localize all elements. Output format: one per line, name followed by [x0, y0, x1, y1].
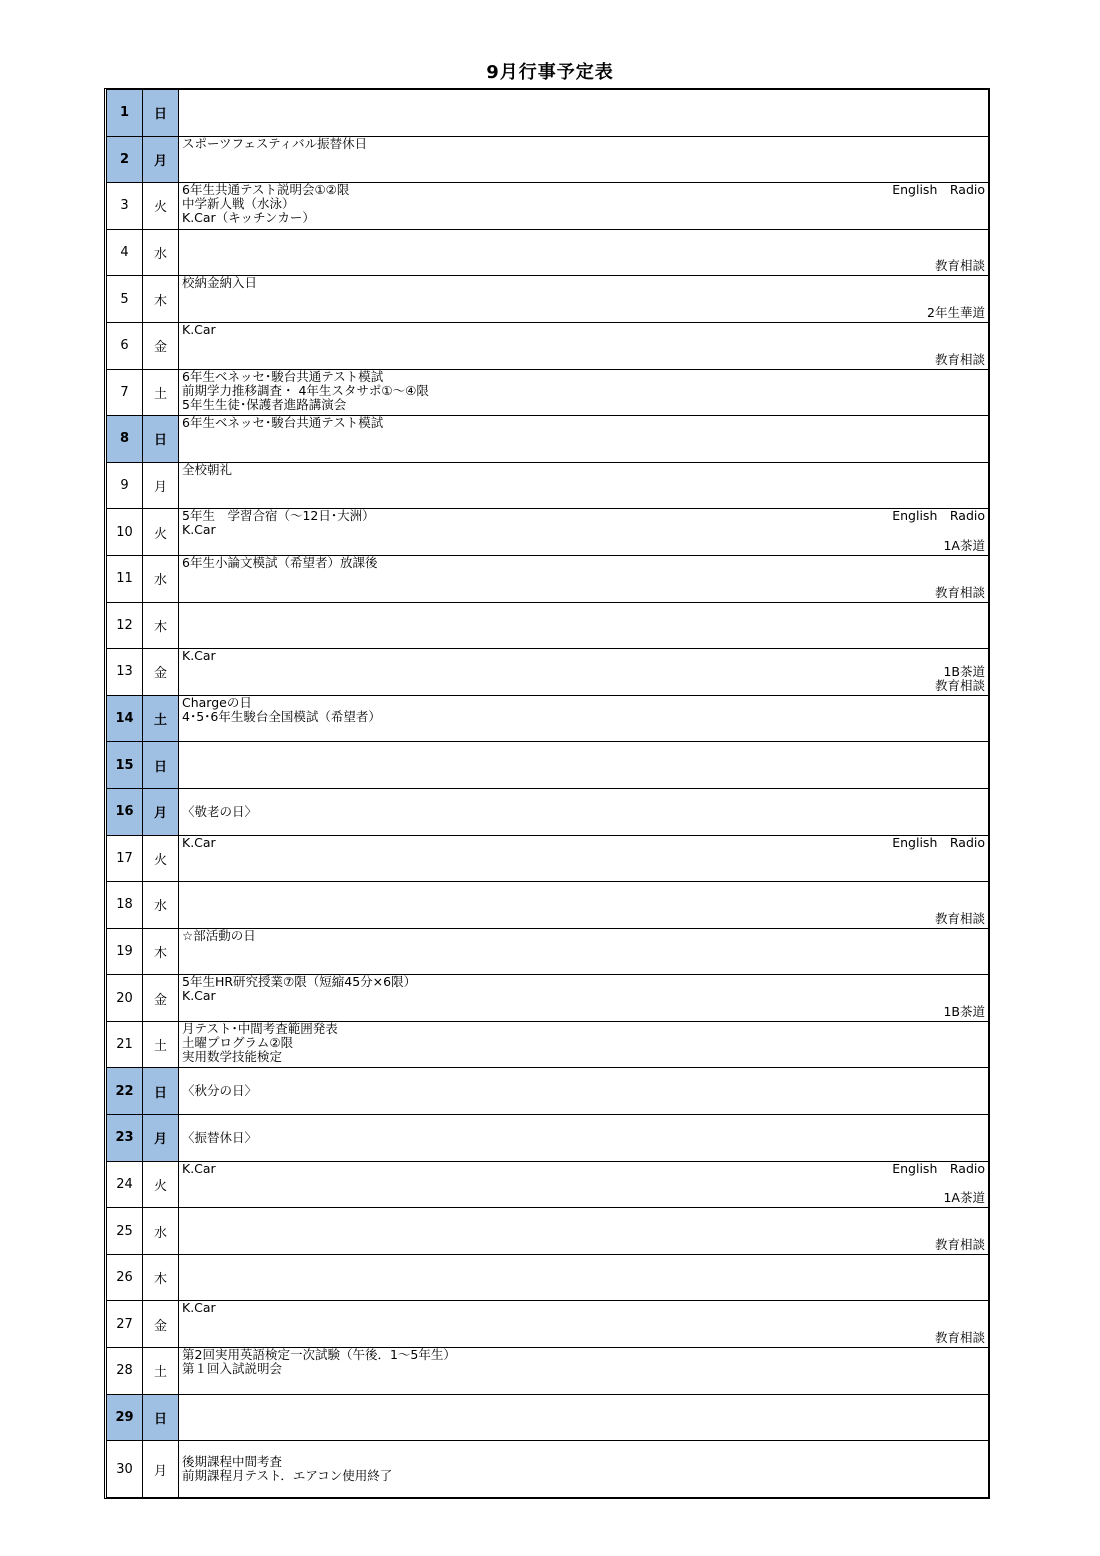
day-number: 2 — [107, 137, 143, 183]
events-cell — [179, 1162, 988, 1208]
event-text: 5年生HR研究授業⑦限（短縮45分×6限） — [182, 974, 417, 990]
day-number: 19 — [107, 929, 143, 975]
day-number: 9 — [107, 463, 143, 509]
schedule-row — [107, 1301, 988, 1348]
event-text: 〈振替休日〉 — [182, 1129, 258, 1145]
schedule-row — [107, 276, 988, 323]
schedule-row — [107, 509, 988, 556]
weekday: 日 — [143, 742, 179, 788]
events-cell — [179, 90, 988, 136]
weekday: 火 — [143, 509, 179, 555]
schedule-row — [107, 463, 988, 510]
event-text: 5年生 学習合宿（～12日･大洲） — [182, 508, 375, 524]
activity-note: 教育相談 — [934, 1236, 985, 1252]
event-text: 中学新人戦（水泳） — [182, 196, 295, 212]
schedule-row — [107, 1068, 988, 1115]
events-cell — [179, 183, 988, 229]
weekday: 日 — [143, 1068, 179, 1114]
events-cell — [179, 975, 988, 1021]
event-text: 5年生生徒･保護者進路講演会 — [182, 396, 347, 412]
day-number: 24 — [107, 1162, 143, 1208]
day-number: 28 — [107, 1348, 143, 1394]
events-cell — [179, 509, 988, 555]
schedule-row — [107, 183, 988, 230]
events-cell — [179, 463, 988, 509]
day-number: 16 — [107, 789, 143, 835]
event-text: 4･5･6年生駿台全国模試（希望者） — [182, 708, 381, 724]
event-text: 土曜プログラム②限 — [182, 1034, 294, 1050]
schedule-row — [107, 882, 988, 929]
schedule-table — [104, 88, 990, 1499]
events-cell — [179, 696, 988, 742]
events-cell — [179, 929, 988, 975]
day-number: 30 — [107, 1441, 143, 1497]
events-cell — [179, 882, 988, 928]
program-note: English Radio — [892, 834, 985, 850]
schedule-row — [107, 556, 988, 603]
schedule-row — [107, 137, 988, 184]
schedule-row — [107, 323, 988, 370]
day-number: 6 — [107, 323, 143, 369]
activity-note: 教育相談 — [934, 1330, 985, 1346]
schedule-row — [107, 90, 988, 137]
events-cell — [179, 1348, 988, 1394]
event-text: 6年生ベネッセ･駿台共通テスト模試 — [182, 368, 384, 384]
day-number: 10 — [107, 509, 143, 555]
events-cell — [179, 370, 988, 416]
schedule-row — [107, 1255, 988, 1302]
weekday: 土 — [143, 370, 179, 416]
day-number: 5 — [107, 276, 143, 322]
weekday: 月 — [143, 463, 179, 509]
day-number: 14 — [107, 696, 143, 742]
events-cell — [179, 1255, 988, 1301]
schedule-row — [107, 1022, 988, 1069]
day-number: 12 — [107, 603, 143, 649]
weekday: 土 — [143, 696, 179, 742]
events-cell — [179, 1068, 988, 1114]
weekday: 木 — [143, 929, 179, 975]
weekday: 火 — [143, 1162, 179, 1208]
activity-note: 教育相談 — [934, 677, 985, 693]
weekday: 火 — [143, 183, 179, 229]
activity-note: 2年生華道 — [927, 304, 985, 320]
schedule-row — [107, 649, 988, 696]
weekday: 火 — [143, 836, 179, 882]
activity-note: 教育相談 — [934, 584, 985, 600]
event-text: K.Car — [182, 988, 216, 1004]
event-text: 6年生共通テスト説明会①②限 — [182, 182, 350, 198]
schedule-row — [107, 975, 988, 1022]
schedule-row — [107, 1441, 988, 1497]
schedule-row — [107, 1208, 988, 1255]
weekday: 木 — [143, 1255, 179, 1301]
schedule-row — [107, 370, 988, 417]
weekday: 水 — [143, 556, 179, 602]
events-cell — [179, 789, 988, 835]
schedule-row — [107, 1395, 988, 1442]
events-cell — [179, 1441, 988, 1497]
day-number: 25 — [107, 1208, 143, 1254]
weekday: 日 — [143, 90, 179, 136]
events-cell — [179, 742, 988, 788]
event-text: K.Car（キッチンカー） — [182, 210, 315, 226]
schedule-row — [107, 742, 988, 789]
schedule-row — [107, 789, 988, 836]
events-cell — [179, 323, 988, 369]
weekday: 月 — [143, 1441, 179, 1497]
events-cell — [179, 1208, 988, 1254]
schedule-row — [107, 929, 988, 976]
event-text: 後期課程中間考査 — [182, 1454, 283, 1470]
event-text: 6年生ベネッセ･駿台共通テスト模試 — [182, 415, 384, 431]
day-number: 4 — [107, 230, 143, 276]
events-cell — [179, 649, 988, 695]
program-note: English Radio — [892, 182, 985, 198]
day-number: 17 — [107, 836, 143, 882]
schedule-row — [107, 603, 988, 650]
event-text: 〈敬老の日〉 — [182, 803, 258, 819]
day-number: 21 — [107, 1022, 143, 1068]
weekday: 金 — [143, 323, 179, 369]
event-text: スポーツフェスティバル振替休日 — [182, 135, 368, 151]
event-text: ☆部活動の日 — [182, 927, 256, 943]
events-cell — [179, 603, 988, 649]
event-text: 全校朝礼 — [182, 461, 233, 477]
event-text: 第2回実用英語検定一次試験（午後．1～5年生） — [182, 1347, 456, 1363]
program-note: English Radio — [892, 1160, 985, 1176]
event-text: 校納金納入日 — [182, 275, 258, 291]
day-number: 11 — [107, 556, 143, 602]
day-number: 3 — [107, 183, 143, 229]
weekday: 金 — [143, 975, 179, 1021]
event-text: 6年生小論文模試（希望者）放課後 — [182, 554, 378, 570]
schedule-row — [107, 836, 988, 883]
day-number: 20 — [107, 975, 143, 1021]
weekday: 日 — [143, 1395, 179, 1441]
activity-note: 1B茶道 — [943, 1003, 985, 1019]
events-cell — [179, 556, 988, 602]
weekday: 日 — [143, 416, 179, 462]
activity-note: 教育相談 — [934, 258, 985, 274]
event-text: 月テスト･中間考査範囲発表 — [182, 1020, 338, 1036]
schedule-row — [107, 1348, 988, 1395]
events-cell — [179, 1395, 988, 1441]
event-text: 〈秋分の日〉 — [182, 1083, 258, 1099]
event-text: 実用数学技能検定 — [182, 1048, 283, 1064]
events-cell — [179, 137, 988, 183]
event-text: 第１回入試説明会 — [182, 1361, 283, 1377]
day-number: 26 — [107, 1255, 143, 1301]
day-number: 1 — [107, 90, 143, 136]
weekday: 土 — [143, 1022, 179, 1068]
weekday: 水 — [143, 1208, 179, 1254]
event-text: K.Car — [182, 321, 216, 337]
day-number: 8 — [107, 416, 143, 462]
day-number: 15 — [107, 742, 143, 788]
schedule-row — [107, 1162, 988, 1209]
day-number: 7 — [107, 370, 143, 416]
event-text: K.Car — [182, 1160, 216, 1176]
event-text: K.Car — [182, 522, 216, 538]
event-text: 前期学力推移調査・ 4年生スタサポ①～④限 — [182, 382, 429, 398]
activity-note: 教育相談 — [934, 351, 985, 367]
schedule-row — [107, 1115, 988, 1162]
events-cell — [179, 1301, 988, 1347]
schedule-row — [107, 696, 988, 743]
day-number: 27 — [107, 1301, 143, 1347]
day-number: 29 — [107, 1395, 143, 1441]
schedule-row — [107, 416, 988, 463]
program-note: English Radio — [892, 508, 985, 524]
weekday: 金 — [143, 649, 179, 695]
weekday: 月 — [143, 1115, 179, 1161]
activity-note: 1A茶道 — [943, 537, 985, 553]
day-number: 22 — [107, 1068, 143, 1114]
day-number: 13 — [107, 649, 143, 695]
event-text: K.Car — [182, 834, 216, 850]
day-number: 18 — [107, 882, 143, 928]
day-number: 23 — [107, 1115, 143, 1161]
events-cell — [179, 1115, 988, 1161]
events-cell — [179, 1022, 988, 1068]
weekday: 月 — [143, 137, 179, 183]
weekday: 木 — [143, 276, 179, 322]
event-text: K.Car — [182, 1300, 216, 1316]
events-cell — [179, 836, 988, 882]
page-title: 9月行事予定表 — [486, 62, 614, 83]
weekday: 水 — [143, 230, 179, 276]
weekday: 金 — [143, 1301, 179, 1347]
events-cell — [179, 416, 988, 462]
schedule-row — [107, 230, 988, 277]
weekday: 月 — [143, 789, 179, 835]
event-text: Chargeの日 — [182, 694, 252, 710]
event-text: 前期課程月テスト．エアコン使用終了 — [182, 1468, 393, 1484]
activity-note: 1A茶道 — [943, 1190, 985, 1206]
event-text: K.Car — [182, 648, 216, 664]
weekday: 水 — [143, 882, 179, 928]
weekday: 土 — [143, 1348, 179, 1394]
events-cell — [179, 230, 988, 276]
activity-note: 教育相談 — [934, 910, 985, 926]
events-cell — [179, 276, 988, 322]
weekday: 木 — [143, 603, 179, 649]
activity-note: 1B茶道 — [943, 663, 985, 679]
